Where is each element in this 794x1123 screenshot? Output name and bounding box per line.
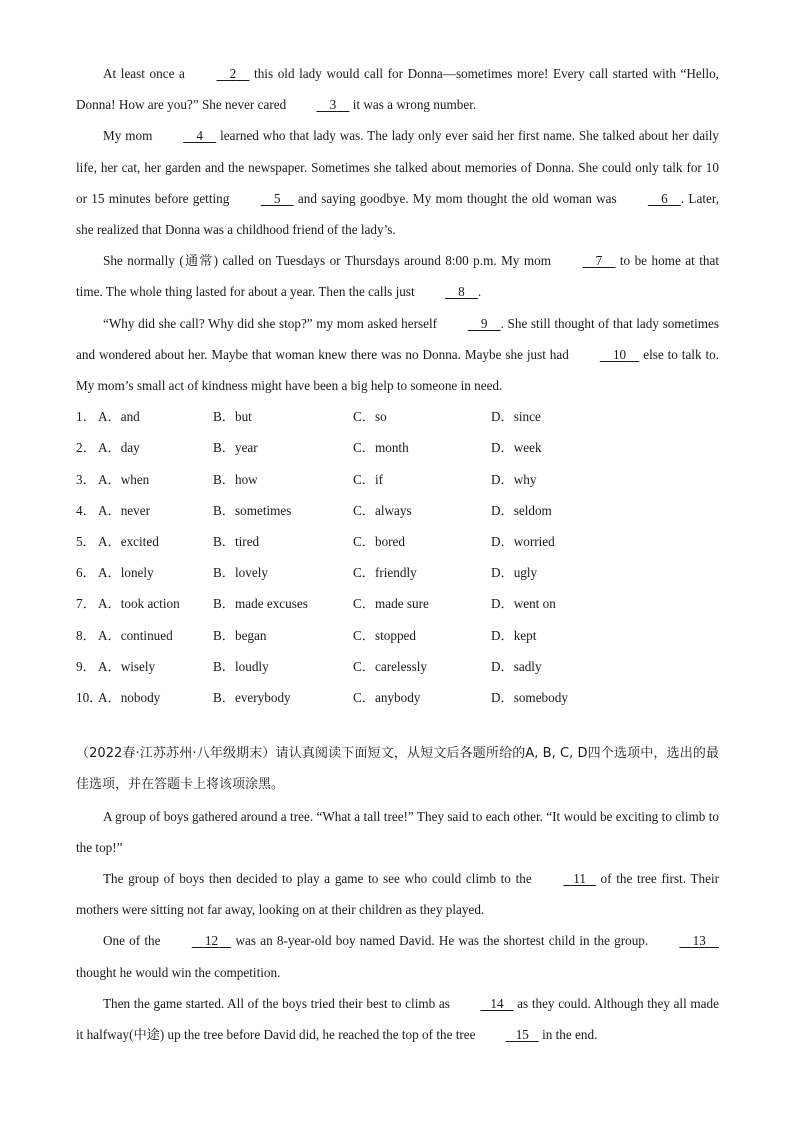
blank-number: 13 <box>692 933 706 949</box>
option-a[interactable]: A．lonely <box>98 565 154 581</box>
blank-number: 8 <box>458 284 465 300</box>
blank-3 <box>289 89 349 120</box>
blank-number: 2 <box>229 66 237 81</box>
option-c[interactable]: C．stopped <box>353 627 417 643</box>
text-run: it was a wrong number. <box>349 97 477 113</box>
option-d[interactable]: D．went on <box>491 596 556 612</box>
text-run: else to talk to. My mom’s small act of kindness might have been a big help to someone in need. <box>76 346 720 394</box>
blank-number: 9 <box>480 315 488 331</box>
passage1-paragraph-2 <box>76 120 719 245</box>
question-number: 2． <box>76 440 96 456</box>
option-c[interactable]: C．if <box>353 471 384 487</box>
option-d[interactable]: D．somebody <box>491 689 568 705</box>
text-run: Then the game started. All of the boys tried their best to climb as <box>103 995 454 1011</box>
blank-2 <box>189 58 249 89</box>
option-b[interactable]: B．lovely <box>213 565 268 581</box>
blank-6 <box>621 183 681 214</box>
text-run: in the end. <box>538 1026 598 1042</box>
text-run: At least once a <box>103 66 190 81</box>
option-b[interactable]: B．made excuses <box>213 596 308 612</box>
option-row <box>76 464 719 495</box>
option-b[interactable]: B．year <box>213 440 258 456</box>
option-c[interactable]: C．so <box>353 409 387 425</box>
blank-15 <box>479 1019 539 1050</box>
text-run: . <box>477 284 482 300</box>
text-run: My mom <box>103 128 157 144</box>
section-gap <box>76 713 719 738</box>
text-run: was an 8-year-old boy named David. He was the shortest child in the group. <box>231 933 653 949</box>
blank-4 <box>156 120 216 151</box>
option-row <box>76 620 719 651</box>
text-run: as they could. Although they all made it halfway(中途) up the tree before David did, he reached the top of the tree <box>76 995 719 1042</box>
passage1-paragraph-3 <box>76 245 719 307</box>
passage1-paragraph-1 <box>76 58 719 120</box>
option-d[interactable]: D．sadly <box>491 658 542 674</box>
option-a[interactable]: A．took action <box>98 596 180 612</box>
text-run: of the tree first. Their mothers were sitting not far away, looking on at their children as they played. <box>76 870 719 918</box>
option-row <box>76 651 719 682</box>
question-number: 5． <box>76 533 96 549</box>
option-a[interactable]: A．continued <box>98 627 173 643</box>
option-c[interactable]: C．friendly <box>353 565 417 581</box>
blank-11 <box>536 863 595 894</box>
blank-9 <box>441 308 501 339</box>
option-d[interactable]: D．kept <box>491 627 537 643</box>
text-run: . Later, she realized that Donna was a childhood friend of the lady’s. <box>76 190 720 238</box>
question-number: 1． <box>76 409 96 425</box>
option-d[interactable]: D．worried <box>491 533 555 549</box>
option-row <box>76 557 719 588</box>
text-run: to be home at that time. The whole thing lasted for about a year. Then the calls just <box>76 253 720 300</box>
option-c[interactable]: C．month <box>353 440 409 456</box>
option-b[interactable]: B．everybody <box>213 689 291 705</box>
option-row <box>76 432 719 463</box>
question-number: 10． <box>76 689 103 705</box>
blank-10 <box>573 339 640 370</box>
option-b[interactable]: B．how <box>213 471 258 487</box>
text-run: thought he would win the competition. <box>76 964 281 980</box>
blank-number: 4 <box>196 128 204 144</box>
blank-13 <box>652 925 719 956</box>
option-d[interactable]: D．ugly <box>491 565 538 581</box>
blank-number: 3 <box>329 97 337 113</box>
question-number: 6． <box>76 565 96 581</box>
question-number: 8． <box>76 627 96 643</box>
blank-5 <box>234 183 294 214</box>
text-run: and saying goodbye. My mom thought the old woman was <box>293 190 621 206</box>
text-run: The group of boys then decided to play a game to see who could climb to the <box>103 870 537 886</box>
option-b[interactable]: B．sometimes <box>213 502 292 518</box>
option-a[interactable]: A．when <box>98 471 150 487</box>
text-run: One of the <box>103 933 165 949</box>
option-b[interactable]: B．but <box>213 409 252 425</box>
passage2-paragraph-4 <box>76 988 719 1050</box>
option-row <box>76 682 719 713</box>
text-run: “Why did she call? Why did she stop?” my mom asked herself <box>103 315 441 331</box>
blank-number: 5 <box>273 190 281 206</box>
text-run: this old lady would call for Donna—sometimes more! Every call started with “Hello, Donna! How are you?” She never cared <box>76 66 719 113</box>
blank-number: 15 <box>515 1026 529 1042</box>
passage2-paragraph-3 <box>76 925 719 987</box>
blank-7 <box>555 245 615 276</box>
blank-number: 14 <box>490 995 504 1011</box>
option-d[interactable]: D．why <box>491 471 537 487</box>
blank-12 <box>165 925 232 956</box>
option-c[interactable]: C．bored <box>353 533 406 549</box>
option-a[interactable]: A．excited <box>98 533 159 549</box>
option-a[interactable]: A．day <box>98 440 140 456</box>
option-a[interactable]: A．never <box>98 502 150 518</box>
option-row <box>76 588 719 619</box>
question-number: 9． <box>76 658 96 674</box>
question-number: 3． <box>76 471 96 487</box>
blank-14 <box>454 988 514 1019</box>
passage2-paragraph-2 <box>76 863 719 925</box>
blank-number: 7 <box>595 253 603 269</box>
option-row <box>76 401 719 432</box>
blank-number: 12 <box>204 933 219 949</box>
option-row <box>76 526 719 557</box>
option-a[interactable]: A．nobody <box>98 689 161 705</box>
document-page <box>76 58 719 1050</box>
blank-8 <box>418 276 478 307</box>
section-instruction: （2022春·江苏苏州·八年级期末）请认真阅读下面短文，从短文后各题所给的A, B, C, D四个选项中，选出的最佳选项，并在答题卡上将该项涂黑。 <box>76 746 719 793</box>
option-a[interactable]: A．and <box>98 409 140 425</box>
blank-number: 10 <box>612 346 627 362</box>
option-c[interactable]: C．carelessly <box>353 658 427 674</box>
option-d[interactable]: D．week <box>491 440 542 456</box>
options-list <box>76 401 719 713</box>
option-a[interactable]: A．wisely <box>98 658 156 674</box>
option-d[interactable]: D．since <box>491 409 541 425</box>
question-number: 7． <box>76 596 96 612</box>
passage1-paragraph-4 <box>76 308 719 402</box>
blank-number: 11 <box>573 870 586 886</box>
option-c[interactable]: C．always <box>353 502 412 518</box>
question-number: 4． <box>76 502 96 518</box>
passage2-paragraph-1: A group of boys gathered around a tree. “What a tall tree!” They said to each other. “It would be exciting to climb to the top!” <box>76 808 719 855</box>
option-b[interactable]: B．tired <box>213 533 260 549</box>
option-b[interactable]: B．loudly <box>213 658 269 674</box>
option-c[interactable]: C．made sure <box>353 596 429 612</box>
option-c[interactable]: C．anybody <box>353 689 421 705</box>
option-b[interactable]: B．began <box>213 627 267 643</box>
text-run: learned who that lady was. The lady only ever said her first name. She talked about her daily life, her cat, her garden and the newspaper. Sometimes she talked about memories of Donna. She could only talk for 10 or 15 minutes before getting <box>76 128 719 206</box>
option-d[interactable]: D．seldom <box>491 502 552 518</box>
text-run: . She still thought of that lady sometimes and wondered about her. Maybe that woman knew there was no Donna. Maybe she just had <box>76 315 719 362</box>
option-row <box>76 495 719 526</box>
text-run: She normally (通常) called on Tuesdays or Thursdays around 8:00 p.m. My mom <box>103 253 556 269</box>
blank-number: 6 <box>661 190 668 206</box>
